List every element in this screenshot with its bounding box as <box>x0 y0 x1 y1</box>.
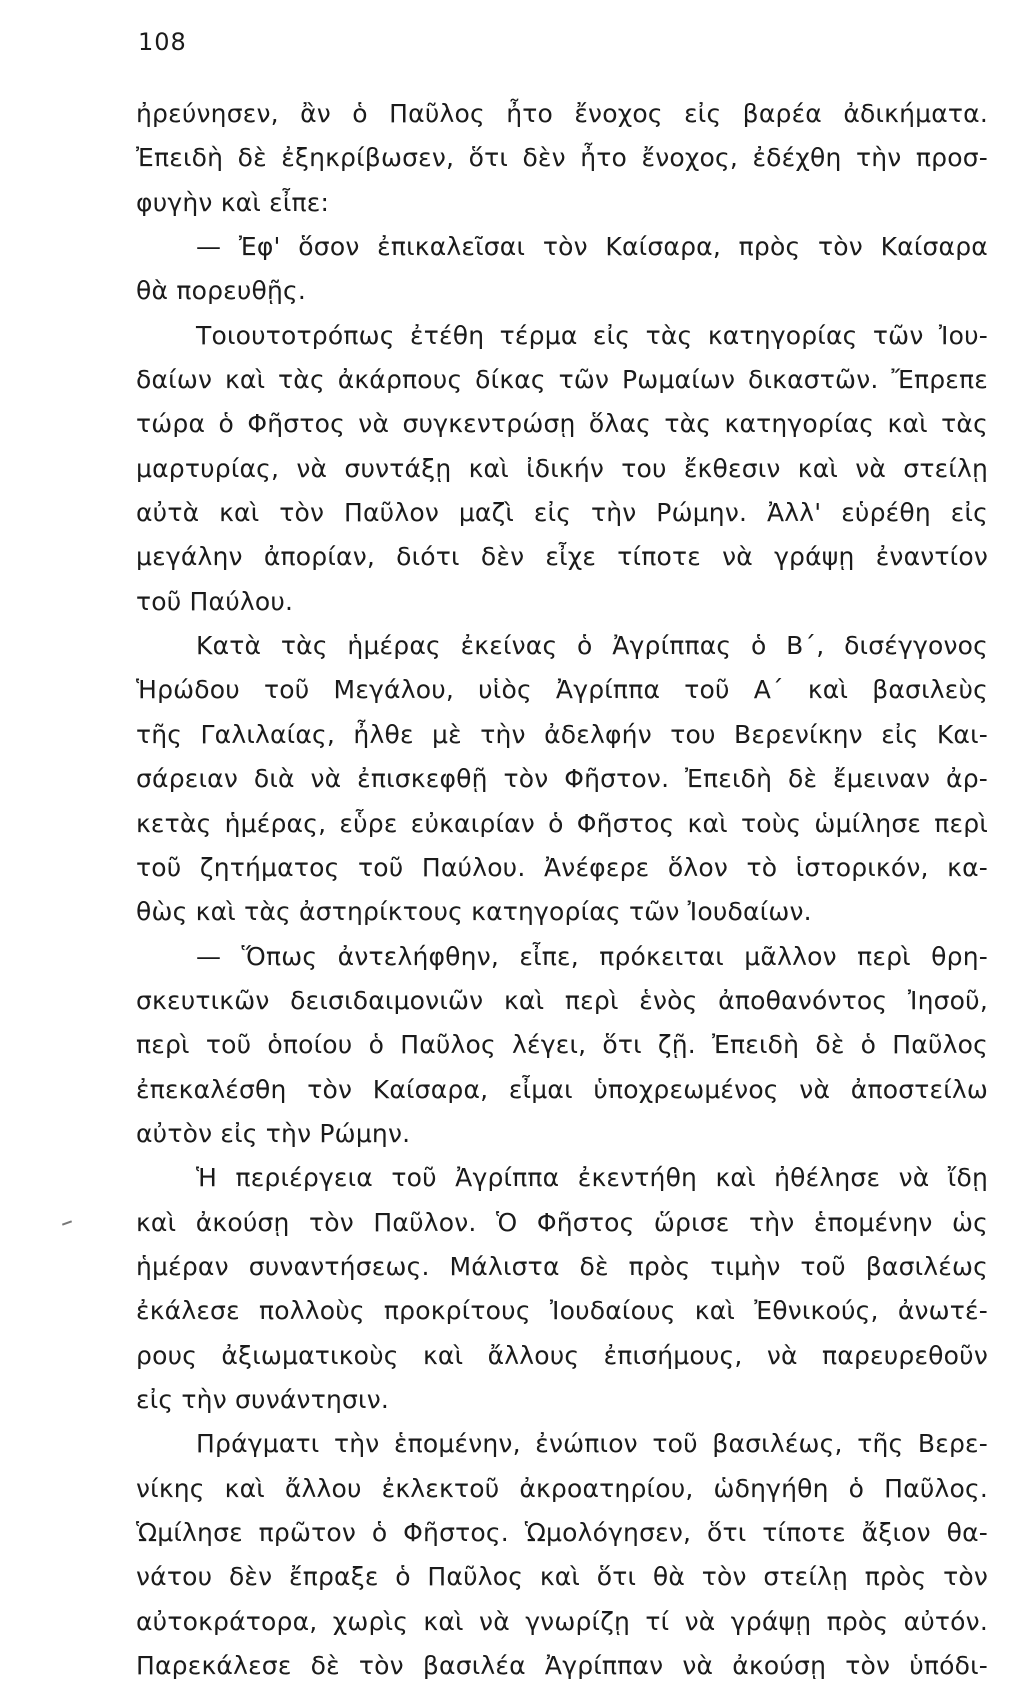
text-line: θὰ πορευθῇς. <box>136 276 307 306</box>
text-line: μαρτυρίας, νὰ συντάξῃ καὶ ἰδικήν του ἔκθεσιν καὶ νὰ στείλῃ <box>136 453 988 483</box>
text-line: Ὡμίλησε πρῶτον ὁ Φῆστος. Ὡμολόγησεν, ὅτι τίποτε ἄξιον θα- <box>136 1518 988 1547</box>
text-line: νίκης καὶ ἄλλου ἐκλεκτοῦ ἀκροατηρίου, ὡδηγήθη ὁ Παῦλος. <box>136 1473 988 1503</box>
text-line: τώρα ὁ Φῆστος νὰ συγκεντρώσῃ ὅλας τὰς κατηγορίας καὶ τὰς <box>136 409 988 439</box>
text-line: σάρειαν διὰ νὰ ἐπισκεφθῇ τὸν Φῆστον. Ἐπειδὴ δὲ ἔμειναν ἀρ- <box>136 764 988 794</box>
text-line: εἰς τὴν συνάντησιν. <box>136 1384 390 1414</box>
text-line: — Ἐφ' ὅσον ἐπικαλεῖσαι τὸν Καίσαρα, πρὸς τὸν Καίσαρα <box>196 232 988 262</box>
text-line: φυγὴν καὶ εἶπε: <box>136 187 330 217</box>
text-line: αὐτὰ καὶ τὸν Παῦλον μαζὶ εἰς τὴν Ρώμην. Ἀλλ' εὑρέθη εἰς <box>136 498 988 528</box>
text-line: σκευτικῶν δεισιδαιμονιῶν καὶ περὶ ἑνὸς ἀποθανόντος Ἰησοῦ, <box>136 985 988 1015</box>
text-line: τοῦ ζητήματος τοῦ Παύλου. Ἀνέφερε ὅλον τὸ ἱστορικόν, κα- <box>136 852 988 882</box>
text-line: αὐτὸν εἰς τὴν Ρώμην. <box>136 1118 411 1148</box>
text-line: κετὰς ἡμέρας, εὗρε εὐκαιρίαν ὁ Φῆστος καὶ τοὺς ὡμίλησε περὶ <box>136 808 988 838</box>
text-line: Ἡ περιέργεια τοῦ Ἀγρίππα ἐκεντήθη καὶ ἠθέλησε νὰ ἴδῃ <box>196 1163 988 1193</box>
text-line: δαίων καὶ τὰς ἀκάρπους δίκας τῶν Ρωμαίων δικαστῶν. Ἔπρεπε <box>136 365 988 395</box>
text-line: Ἐπειδὴ δὲ ἐξηκρίβωσεν, ὅτι δὲν ἦτο ἔνοχος, ἐδέχθη τὴν προσ- <box>136 143 988 173</box>
text-line: θὼς καὶ τὰς ἀστηρίκτους κατηγορίας τῶν Ἰουδαίων. <box>136 897 812 927</box>
text-line: ἐκάλεσε πολλοὺς προκρίτους Ἰουδαίους καὶ Ἐθνικούς, ἀνωτέ- <box>136 1296 988 1326</box>
text-line: Ἡρώδου τοῦ Μεγάλου, υἱὸς Ἀγρίππα τοῦ Α΄ καὶ βασιλεὺς <box>136 675 988 705</box>
text-line: περὶ τοῦ ὁποίου ὁ Παῦλος λέγει, ὅτι ζῇ. Ἐπειδὴ δὲ ὁ Παῦλος <box>136 1030 988 1060</box>
text-line: Παρεκάλεσε δὲ τὸν βασιλέα Ἀγρίππαν νὰ ἀκούσῃ τὸν ὑπόδι- <box>136 1651 988 1681</box>
text-line: ἡμέραν συναντήσεως. Μάλιστα δὲ πρὸς τιμὴν τοῦ βασιλέως <box>136 1251 988 1281</box>
body-text <box>136 92 988 1688</box>
text-line: καὶ ἀκούσῃ τὸν Παῦλον. Ὁ Φῆστος ὥρισε τὴν ἑπομένην ὡς <box>136 1207 988 1237</box>
text-line: νάτου δὲν ἔπραξε ὁ Παῦλος καὶ ὅτι θὰ τὸν στείλῃ πρὸς τὸν <box>136 1562 988 1592</box>
text-line: τῆς Γαλιλαίας, ἦλθε μὲ τὴν ἀδελφήν του Βερενίκην εἰς Και- <box>136 719 988 749</box>
text-line: ἐπεκαλέσθη τὸν Καίσαρα, εἶμαι ὑποχρεωμένος νὰ ἀποστείλω <box>136 1074 988 1104</box>
page-number: 108 <box>138 28 187 56</box>
text-line: τοῦ Παύλου. <box>136 586 294 616</box>
text-line: — Ὅπως ἀντελήφθην, εἶπε, πρόκειται μᾶλλον περὶ θρη- <box>196 941 988 971</box>
text-line: ρους ἀξιωματικοὺς καὶ ἄλλους ἐπισήμους, νὰ παρευρεθοῦν <box>136 1340 988 1370</box>
text-line: ἠρεύνησεν, ἂν ὁ Παῦλος ἦτο ἔνοχος εἰς βαρέα ἀδικήματα. <box>136 99 988 128</box>
text-line: αὐτοκράτορα, χωρὶς καὶ νὰ γνωρίζῃ τί νὰ γράψῃ πρὸς αὐτόν. <box>136 1606 988 1636</box>
text-line: Πράγματι τὴν ἑπομένην, ἐνώπιον τοῦ βασιλέως, τῆς Βερε- <box>196 1429 988 1459</box>
text-line: Κατὰ τὰς ἡμέρας ἐκείνας ὁ Ἀγρίππας ὁ Β΄, δισέγγονος <box>196 631 988 661</box>
text-line: μεγάλην ἀπορίαν, διότι δὲν εἶχε τίποτε νὰ γράψῃ ἐναντίον <box>136 542 988 572</box>
stray-ink-mark <box>62 1220 72 1225</box>
text-line: Τοιουτοτρόπως ἐτέθη τέρμα εἰς τὰς κατηγορίας τῶν Ἰου- <box>196 320 988 350</box>
